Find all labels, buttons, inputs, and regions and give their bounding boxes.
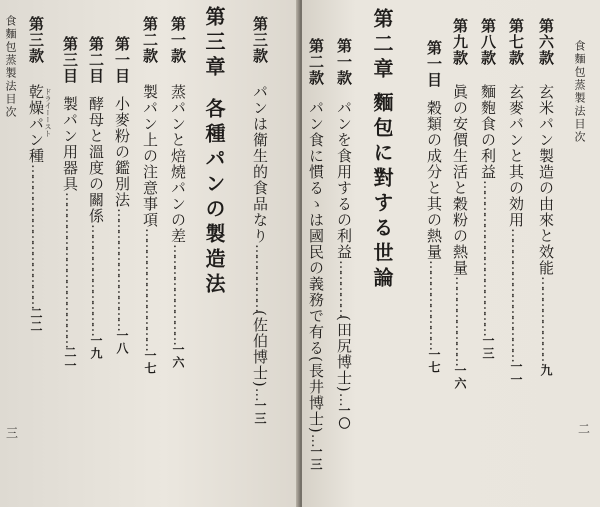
toc-entry: 眞の安價生活と穀粉の熱量……………………一六 [451,84,469,390]
entry-label: 第六款 [537,18,555,66]
entry-author: (田尻博士) [335,315,353,393]
chapter-title: 各種パンの製造法 [202,98,226,298]
entry-title: 穀類の成分と其の熱量 [425,100,443,260]
entry-page: 一七 [427,348,441,374]
toc-entry: 小麥粉の鑑別法……………………………一八 [113,96,131,355]
entry-page: 一三 [481,334,495,360]
entry-page: 一三 [253,398,267,425]
entry-title: パンを食用するの利益 [335,100,353,260]
chapter-label: 第二章 [370,8,394,83]
toc-entry: 玄麥パンと其の効用………………………………一一 [507,84,525,386]
running-title: 食麵包蒸製法目次 [573,40,586,144]
entry-label: 第七款 [507,18,525,66]
page-number-left: 三 [6,426,19,440]
toc-entry: 乾燥パン種…………………………………二二 [27,84,45,333]
entry-label: 第一目 [425,40,443,88]
page-number-right: 二 [578,422,591,436]
entry-page: 一六 [171,343,185,369]
entry-page: 二二 [29,307,43,333]
entry-author: (長井博士) [307,356,325,434]
right-page [302,0,600,507]
toc-entry: 麵麭食の利益……………………………………一三 [479,84,497,360]
toc-entry: 蒸パンと焙燒パンの差………………………一六 [169,84,187,369]
entry-title: 小麥粉の鑑別法 [113,96,131,208]
entry-label: 第九款 [451,18,469,66]
entry-label: 第三款 [251,16,269,64]
entry-title: パンは衛生的食品なり [251,84,269,244]
entry-page: 一六 [453,364,467,390]
entry-title: 眞の安價生活と穀粉の熱量 [451,84,469,276]
entry-title: 蒸パンと焙燒パンの差 [169,84,187,244]
entry-page: 一八 [115,329,129,355]
chapter-title: 麵包に對する世論 [370,92,394,292]
entry-label: 第一目 [113,36,131,84]
entry-title: 玄麥パンと其の効用 [507,84,525,228]
toc-entry: 玄米パン製造の由來と效能……………………九 [537,84,555,377]
running-title: 食麵包蒸製法目次 [4,15,17,119]
entry-label: 第二款 [307,38,325,86]
entry-label: 第三款 [27,16,45,64]
entry-title: 酵母と溫度の關係 [87,96,105,224]
entry-label: 第二款 [141,16,159,64]
entry-page: 一一 [509,360,523,386]
toc-entry: 製パン用器具……………………………………二一 [61,96,79,372]
toc-entry: パン食に慣るゝは國民の義務で有る(長井博士)…一三 [307,100,325,471]
entry-title: 麵麭食の利益 [479,84,497,180]
chapter-label: 第三章 [202,6,226,81]
entry-page: 一九 [89,334,103,360]
entry-title: 乾燥パン種 [27,84,45,164]
toc-entry: 酵母と溫度の關係…………………………一九 [87,96,105,360]
entry-title: 玄米パン製造の由來と效能 [537,84,555,276]
toc-entry: パンを食用するの利益……………(田尻博士)…一〇 [335,100,353,430]
entry-author: (佐伯博士) [251,310,269,388]
entry-page: 一三 [309,444,323,471]
entry-page: 二一 [63,346,77,372]
toc-entry [28,16,44,64]
entry-page: 九 [539,364,553,377]
toc-entry: 製パン上の注意事項……………………………一七 [141,84,159,375]
toc-entry: 穀類の成分と其の熱量……………………一七 [425,100,443,374]
entry-label: 第一款 [169,16,187,64]
entry-title: 製パン用器具 [61,96,79,192]
entry-title: パン食に慣るゝは國民の義務で有る [307,100,325,356]
entry-label: 第三目 [61,36,79,84]
entry-title: 製パン上の注意事項 [141,84,159,228]
entry-page: 一〇 [337,403,351,430]
entry-label: 第一款 [335,38,353,86]
ruby-text: ドライーースト [44,88,52,137]
toc-entry: パンは衛生的食品なり………………(佐伯博士)…一三 [251,84,269,425]
entry-label: 第二目 [87,36,105,84]
entry-label: 第八款 [479,18,497,66]
entry-page: 一七 [143,349,157,375]
